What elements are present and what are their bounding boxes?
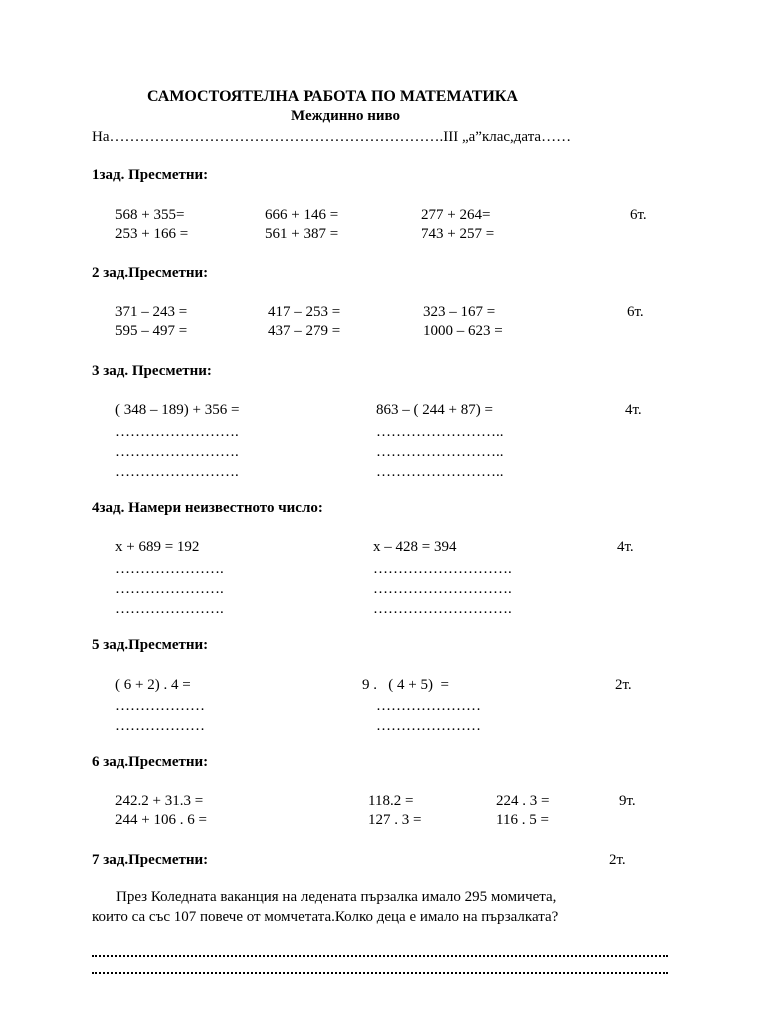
task1-expression: 277 + 264= [421, 207, 491, 223]
task1-points: 6т. [630, 207, 647, 223]
task1-expression: 253 + 166 = [115, 226, 189, 242]
task6-expression: 242.2 + 31.3 = [115, 793, 204, 809]
answer-dots: …………………. [115, 581, 224, 597]
task7-heading: 7 зад.Пресметни: [92, 852, 209, 868]
name-class-date-line: На………………………………………………………….III „а”клас,дата…… [92, 129, 572, 145]
task5-expression-left: ( 6 + 2) . 4 = [115, 677, 191, 693]
task5-expression-right: 9 . ( 4 + 5) = [362, 677, 449, 693]
answer-dots: ……………………. [115, 444, 239, 460]
answer-dots: ………………………. [373, 601, 512, 617]
task7-points: 2т. [609, 852, 626, 868]
task2-points: 6т. [627, 304, 644, 320]
answer-dots: …………………….. [376, 444, 504, 460]
word-problem-line: които са със 107 повече от момчетата.Колко деца е имало на пързалката? [92, 909, 559, 925]
answer-dots: ………………………. [373, 561, 512, 577]
task2-expression: 323 – 167 = [423, 304, 496, 320]
answer-dots: …………………. [115, 601, 224, 617]
task1-expression: 666 + 146 = [265, 207, 339, 223]
task2-expression: 371 – 243 = [115, 304, 188, 320]
task2-expression: 1000 – 623 = [423, 323, 503, 339]
answer-dots: ………………… [376, 718, 481, 734]
answer-dots: ……………………. [115, 464, 239, 480]
task4-heading: 4зад. Намери неизвестното число: [92, 500, 323, 516]
worksheet-subtitle: Междинно ниво [291, 108, 401, 124]
task2-heading: 2 зад.Пресметни: [92, 265, 209, 281]
task3-heading: 3 зад. Пресметни: [92, 363, 212, 379]
task6-expression: 116 . 5 = [496, 812, 549, 828]
task6-expression: 127 . 3 = [368, 812, 422, 828]
task4-equation-left: x + 689 = 192 [115, 539, 200, 555]
answer-dots: ……………… [115, 698, 205, 714]
task6-expression: 224 . 3 = [496, 793, 550, 809]
task3-expression-left: ( 348 – 189) + 356 = [115, 402, 240, 418]
task3-expression-right: 863 – ( 244 + 87) = [376, 402, 493, 418]
answer-line [92, 972, 668, 974]
task3-points: 4т. [625, 402, 642, 418]
task6-heading: 6 зад.Пресметни: [92, 754, 209, 770]
task2-expression: 595 – 497 = [115, 323, 188, 339]
task4-points: 4т. [617, 539, 634, 555]
answer-dots: …………………….. [376, 424, 504, 440]
task5-heading: 5 зад.Пресметни: [92, 637, 209, 653]
answer-dots: ……………………. [115, 424, 239, 440]
task2-expression: 417 – 253 = [268, 304, 341, 320]
word-problem-line: През Коледната ваканция на ледената пързалка имало 295 момичета, [116, 889, 557, 905]
task1-expression: 743 + 257 = [421, 226, 495, 242]
task5-points: 2т. [615, 677, 632, 693]
answer-dots: ………………… [376, 698, 481, 714]
task6-expression: 244 + 106 . 6 = [115, 812, 207, 828]
answer-dots: ………………………. [373, 581, 512, 597]
answer-line [92, 955, 668, 957]
answer-dots: ……………… [115, 718, 205, 734]
task6-points: 9т. [619, 793, 636, 809]
answer-dots: …………………. [115, 561, 224, 577]
task1-heading: 1зад. Пресметни: [92, 167, 209, 183]
task4-equation-right: x – 428 = 394 [373, 539, 457, 555]
task6-expression: 118.2 = [368, 793, 414, 809]
task2-expression: 437 – 279 = [268, 323, 341, 339]
task1-expression: 568 + 355= [115, 207, 185, 223]
task1-expression: 561 + 387 = [265, 226, 339, 242]
answer-dots: …………………….. [376, 464, 504, 480]
worksheet-title: САМОСТОЯТЕЛНА РАБОТА ПО МАТЕМАТИКА [147, 88, 518, 105]
